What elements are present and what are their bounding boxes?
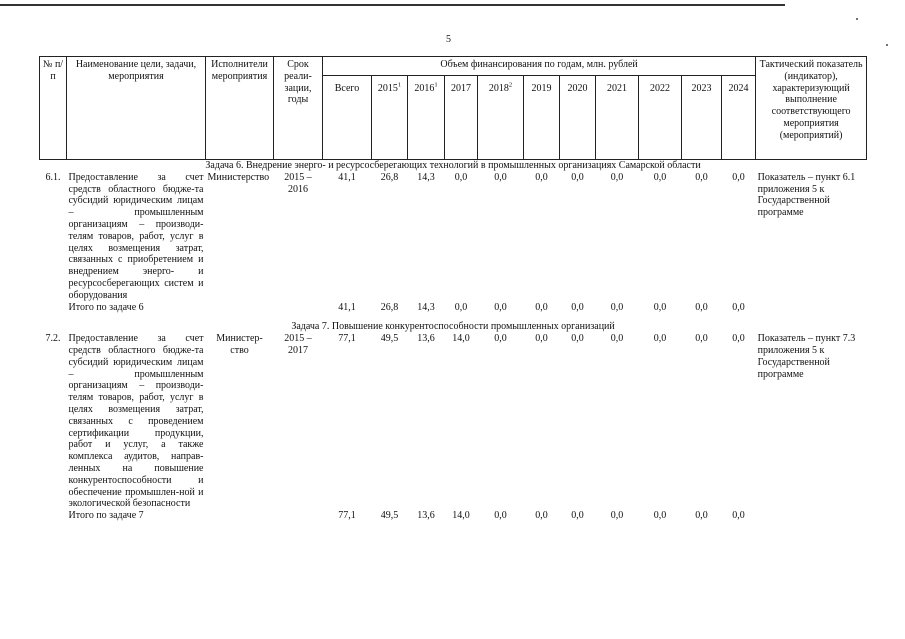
top-rule	[0, 4, 785, 6]
item-total: 77,1	[338, 333, 356, 345]
item-value: 26,8	[380, 171, 399, 183]
item-value: 0,0	[610, 333, 624, 345]
col-year-header: 2018$^2$	[478, 76, 524, 160]
summary-value: 49,5	[380, 510, 399, 522]
item-term: 2015 – 2017	[284, 333, 312, 356]
summary-value: 0,0	[732, 510, 745, 522]
item-value: 0,0	[535, 333, 548, 345]
col-year-header: 2022	[639, 76, 682, 160]
item-value: 0,0	[695, 171, 708, 183]
item-value: 14,0	[452, 333, 470, 345]
col-year-header: 2017	[445, 76, 478, 160]
summary-value: 0,0	[653, 510, 667, 522]
item-value: 0,0	[494, 171, 507, 183]
col-indicator-header: Тактический показатель (индикатор), характеризующий выполнение соответствующего мероприятия (мероприятий)	[756, 57, 867, 160]
item-value: 0,0	[571, 171, 584, 183]
item-value: 0,0	[732, 171, 745, 183]
summary-value: 0,0	[535, 301, 548, 313]
item-value: 14,3	[417, 171, 435, 183]
col-funding-header: Объем финансирования по годам, млн. рублей	[323, 57, 756, 76]
col-year-header: 2019	[524, 76, 560, 160]
item-executor: Министерство	[207, 171, 270, 183]
item-value: 0,0	[494, 333, 507, 345]
summary-value: 0,0	[494, 510, 507, 522]
summary-value: 0,0	[535, 510, 548, 522]
summary-value: 0,0	[610, 510, 624, 522]
summary-value: 0,0	[695, 510, 708, 522]
summary-value: 14,3	[417, 301, 435, 313]
task-title-row	[40, 313, 867, 333]
item-value: 0,0	[653, 333, 667, 345]
col-executors-header: Исполнители мероприятия	[206, 57, 274, 160]
item-total: 41,1	[338, 171, 356, 183]
col-name-header: Наименование цели, задачи, мероприятия	[67, 57, 206, 160]
summary-value: 0,0	[494, 301, 507, 313]
col-year-header: 2023	[682, 76, 722, 160]
summary-value: 0,0	[695, 301, 708, 313]
summary-total: 77,1	[338, 510, 356, 522]
item-value: 0,0	[454, 171, 468, 183]
header-row-1	[40, 57, 867, 76]
col-term-header: Срок реали-зации, годы	[274, 57, 323, 160]
summary-value: 13,6	[417, 510, 435, 522]
summary-row	[40, 302, 867, 314]
item-value: 49,5	[380, 333, 399, 345]
col-year-header: 2024	[722, 76, 756, 160]
col-total-header: Всего	[323, 76, 372, 160]
col-year-header: 2016$^1$	[408, 76, 445, 160]
item-indicator: Показатель – пункт 7.3 приложения 5 к Государственной программе	[757, 333, 856, 380]
table-row	[40, 333, 867, 510]
item-value: 0,0	[571, 333, 584, 345]
scan-speck	[886, 44, 888, 46]
item-value: 0,0	[653, 171, 667, 183]
item-name: Предоставление за счет средств областного бюдже-та субсидий юридическим лицам – промышленным организациям – производи-телям товаров, работ, услуг в целях возмещения затрат, связанных с проведением сертификации продукции, работ и услуг, а также комплекса аудитов, направ-ленных на повышение конкурентоспособности и обеспечение промышлен-ной и экологической безопасности	[68, 333, 204, 510]
summary-value: 0,0	[610, 301, 624, 313]
item-term: 2015 – 2016	[284, 171, 312, 195]
col-num-header: № п/п	[40, 57, 67, 160]
summary-label: Итого по задаче 7	[68, 510, 144, 522]
item-name: Предоставление за счет средств областного бюдже-та субсидий юридическим лицам – промышленным организациям – производи-телям товаров, работ, услуг в целях возмещения затрат, связанных с приобретением и внедрением энерго- и ресурсосберегающих систем и оборудования	[68, 171, 204, 301]
summary-value: 0,0	[732, 301, 745, 313]
summary-value: 0,0	[653, 301, 667, 313]
summary-row	[40, 510, 867, 522]
item-number: 6.1.	[45, 171, 61, 183]
item-value: 0,0	[535, 171, 548, 183]
item-value: 0,0	[610, 171, 624, 183]
task-6-title: Задача 6. Внедрение энерго- и ресурсосберегающих технологий в промышленных организациях Самарской области	[205, 160, 701, 171]
summary-label: Итого по задаче 6	[68, 301, 144, 313]
summary-total: 41,1	[338, 301, 356, 313]
table-row	[40, 172, 867, 302]
summary-value: 14,0	[452, 510, 470, 522]
summary-value: 0,0	[571, 510, 584, 522]
summary-value: 0,0	[571, 301, 584, 313]
summary-value: 26,8	[380, 301, 399, 313]
item-value: 13,6	[417, 333, 435, 345]
item-value: 0,0	[732, 333, 745, 345]
task-title-row	[40, 160, 867, 172]
item-number: 7.2.	[45, 333, 61, 345]
scan-speck	[856, 18, 858, 20]
item-indicator: Показатель – пункт 6.1 приложения 5 к Государственной программе	[757, 171, 856, 219]
item-executor: Министер-ство	[216, 333, 263, 356]
program-table	[39, 56, 867, 522]
col-year-header: 2020	[560, 76, 596, 160]
col-year-header: 2015$^1$	[372, 76, 408, 160]
summary-value: 0,0	[454, 301, 468, 313]
col-year-header: 2021	[596, 76, 639, 160]
task-7-title: Задача 7. Повышение конкурентоспособности промышленных организаций	[291, 321, 615, 333]
item-value: 0,0	[695, 333, 708, 345]
page-number: 5	[446, 34, 451, 45]
